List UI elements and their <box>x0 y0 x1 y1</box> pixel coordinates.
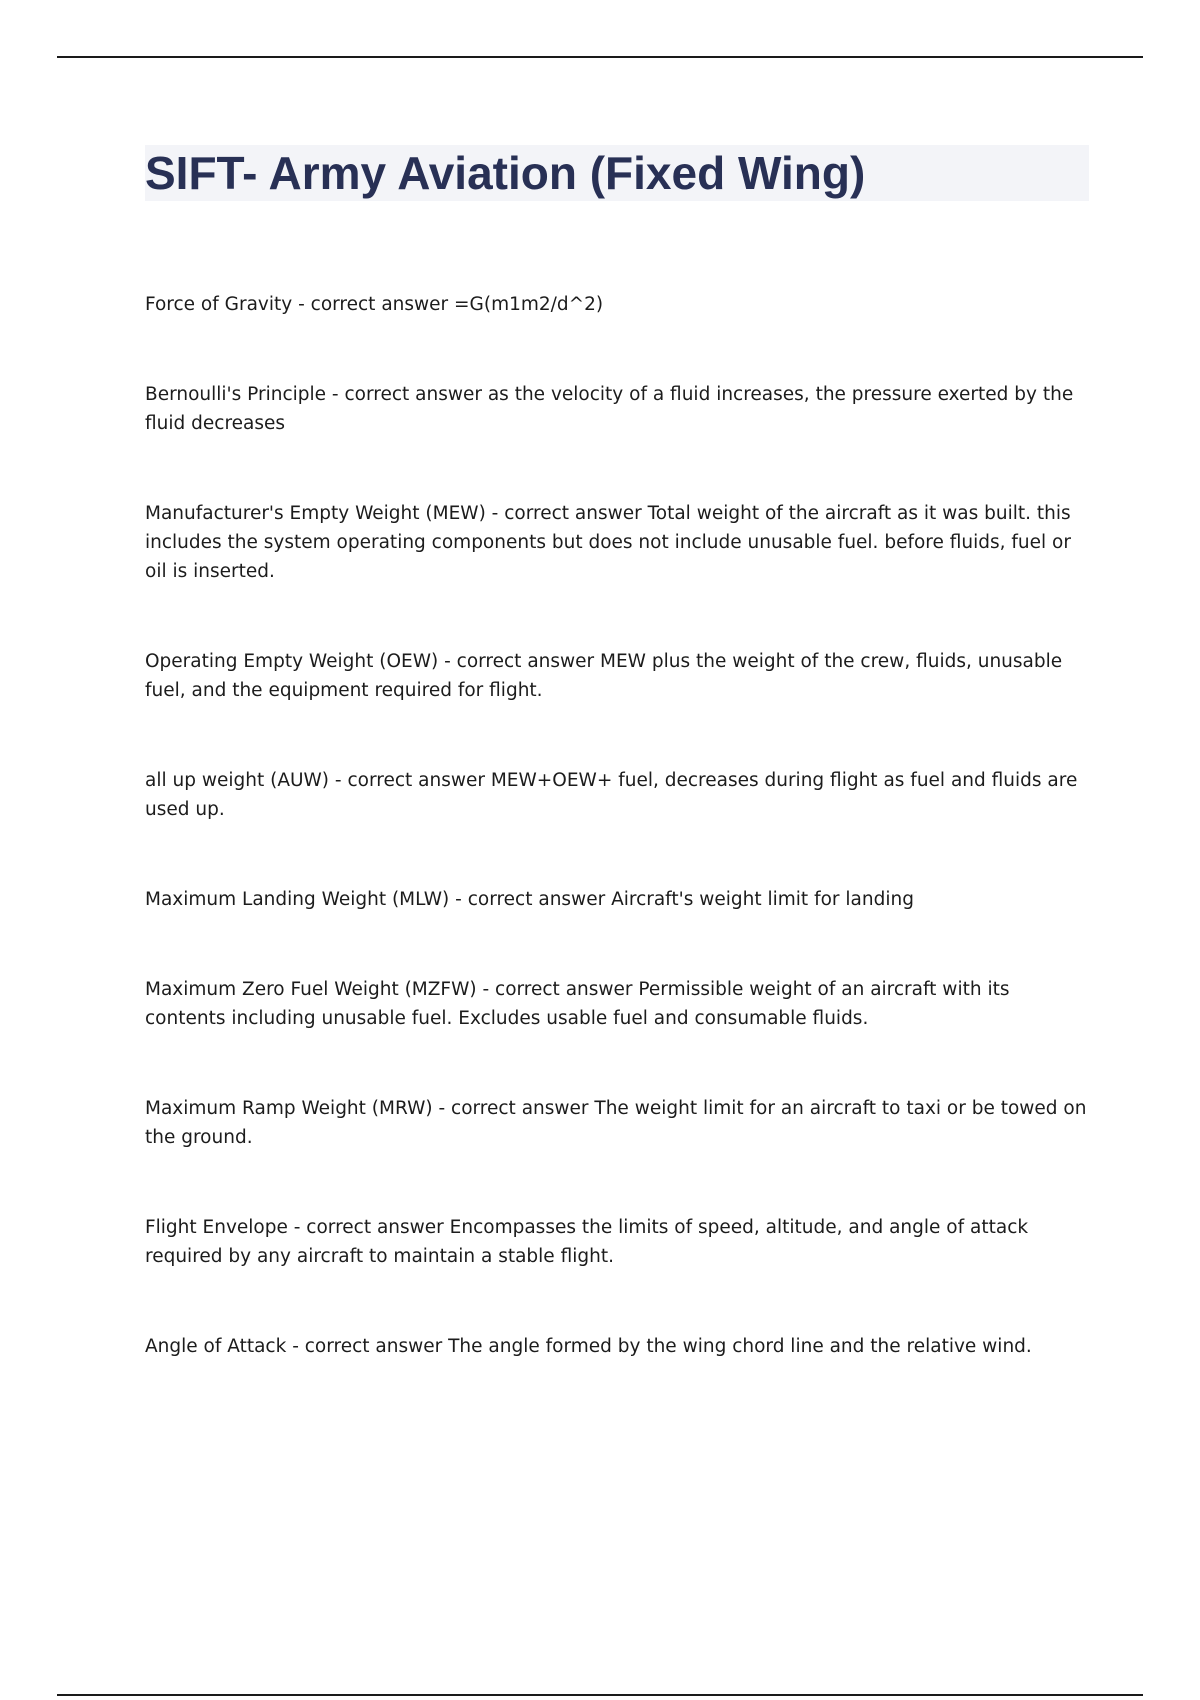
qa-separator: - <box>449 889 468 910</box>
qa-answer: MEW plus the weight of the crew, fluids, unusable fuel, and the equipment required for flight. <box>145 651 1063 701</box>
qa-term: Maximum Ramp Weight (MRW) <box>145 1098 433 1119</box>
qa-answer: The angle formed by the wing chord line and the relative wind. <box>448 1336 1032 1357</box>
qa-label: correct answer <box>456 651 595 672</box>
qa-label: correct answer <box>310 294 449 315</box>
qa-term: Flight Envelope <box>145 1217 288 1238</box>
qa-separator: - <box>286 1336 305 1357</box>
qa-answer: as the velocity of a fluid increases, the pressure exerted by the fluid decreases <box>145 384 1074 434</box>
qa-answer: =G(m1m2/d^2) <box>454 294 604 315</box>
qa-term: Operating Empty Weight (OEW) <box>145 651 439 672</box>
qa-label: correct answer <box>344 384 482 405</box>
qa-answer: Aircraft's weight limit for landing <box>611 889 914 910</box>
qa-term: Bernoulli's Principle <box>145 384 327 405</box>
qa-item <box>145 1213 1095 1271</box>
qa-answer: The weight limit for an aircraft to taxi or be towed on the ground. <box>145 1098 1087 1148</box>
qa-answer: Encompasses the limits of speed, altitude, and angle of attack required by any aircraft to maintain a stable flight. <box>145 1217 1029 1267</box>
qa-label: correct answer <box>451 1098 589 1119</box>
qa-term: Force of Gravity <box>145 294 293 315</box>
qa-label: correct answer <box>306 1217 444 1238</box>
qa-item <box>145 975 1095 1033</box>
qa-separator: - <box>326 384 345 405</box>
qa-separator: - <box>329 770 348 791</box>
qa-item <box>145 885 1095 914</box>
qa-term: all up weight (AUW) <box>145 770 330 791</box>
qa-separator: - <box>292 294 311 315</box>
qa-item <box>145 647 1095 705</box>
qa-item <box>145 766 1095 824</box>
document-title: SIFT- Army Aviation (Fixed Wing) <box>145 147 866 199</box>
qa-answer: Total weight of the aircraft as it was built. this includes the system operating components but does not include unusable fuel. before fluids, fuel or oil is inserted. <box>145 503 1071 582</box>
qa-term: Manufacturer's Empty Weight (MEW) <box>145 503 486 524</box>
qa-term: Maximum Landing Weight (MLW) <box>145 889 450 910</box>
qa-item <box>145 1094 1095 1152</box>
qa-label: correct answer <box>504 503 642 524</box>
qa-item <box>145 499 1095 586</box>
qa-term: Angle of Attack <box>145 1336 287 1357</box>
qa-answer: Permissible weight of an aircraft with its contents including unusable fuel. Excludes usable fuel and consumable fluids. <box>145 979 1010 1029</box>
qa-separator: - <box>287 1217 307 1238</box>
qa-item <box>145 1332 1095 1361</box>
qa-item <box>145 290 1095 319</box>
qa-label: correct answer <box>495 979 633 1000</box>
qa-answer: MEW+OEW+ fuel, decreases during flight as fuel and fluids are used up. <box>145 770 1078 820</box>
qa-separator: - <box>485 503 505 524</box>
top-rule <box>57 56 1143 58</box>
qa-separator: - <box>476 979 496 1000</box>
qa-separator: - <box>432 1098 452 1119</box>
qa-item <box>145 380 1095 438</box>
qa-label: correct answer <box>467 889 606 910</box>
qa-list <box>145 290 1095 1422</box>
bottom-rule <box>57 1694 1143 1696</box>
qa-label: correct answer <box>347 770 485 791</box>
qa-label: correct answer <box>304 1336 443 1357</box>
qa-separator: - <box>438 651 457 672</box>
qa-term: Maximum Zero Fuel Weight (MZFW) <box>145 979 477 1000</box>
